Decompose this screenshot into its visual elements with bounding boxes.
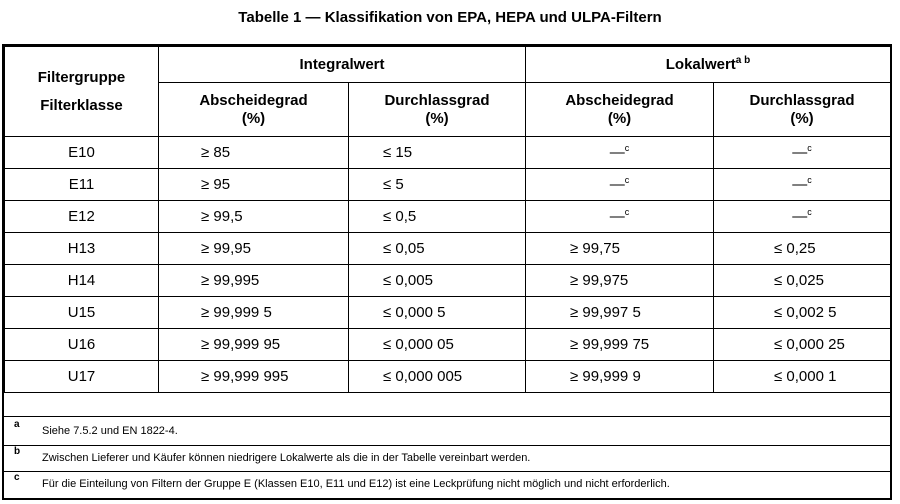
cell-integral-durchlassgrad-value: ≤ 0,05 (383, 240, 425, 257)
cell-integral-durchlassgrad (349, 297, 526, 329)
cell-filter-class-value: E12 (68, 208, 95, 225)
header-lokalwert (526, 47, 891, 83)
header-lokalwert-footnote: a b (735, 54, 751, 66)
cell-integral-abscheidegrad-value: ≥ 99,5 (201, 208, 243, 225)
cell-integral-abscheidegrad (159, 201, 349, 233)
cell-integral-durchlassgrad (349, 137, 526, 169)
cell-integral-abscheidegrad (159, 265, 349, 297)
cell-integral-durchlassgrad (349, 169, 526, 201)
cell-filter-class-value: H14 (67, 272, 96, 289)
cell-local-durchlassgrad-value: — (792, 144, 808, 161)
header-unit: (%) (607, 109, 632, 127)
cell-local-abscheidegrad-value: ≥ 99,999 75 (570, 336, 650, 353)
cell-local-durchlassgrad (714, 265, 891, 297)
cell-local-durchlassgrad-value: ≤ 0,000 1 (774, 368, 837, 385)
cell-local-durchlassgrad (714, 361, 891, 393)
header-lokalwert-label: Lokalwert (665, 55, 736, 73)
header-label: Abscheidegrad (199, 91, 308, 109)
footnote-text: Für die Einteilung von Filtern der Gruppe E (Klassen E10, E11 und E12) ist eine Leckprüfung nicht möglich und nicht erforderlich. (42, 478, 670, 490)
header-unit: (%) (425, 109, 449, 127)
cell-filter-class (5, 297, 159, 329)
header-label: Durchlassgrad (749, 91, 855, 109)
header-integralwert: Integralwert (159, 47, 526, 83)
cell-integral-abscheidegrad (159, 169, 349, 201)
cell-integral-durchlassgrad (349, 265, 526, 297)
cell-local-abscheidegrad (526, 233, 714, 265)
cell-integral-abscheidegrad-value: ≥ 85 (201, 144, 231, 161)
footnote-b (4, 445, 890, 470)
table-row (5, 233, 891, 265)
classification-table (4, 46, 891, 393)
cell-integral-abscheidegrad (159, 297, 349, 329)
header-unit: (%) (790, 109, 814, 127)
footnote-text: Zwischen Lieferer und Käufer können niedrigere Lokalwerte als die in der Tabelle vereinbart werden. (42, 452, 531, 464)
table-row (5, 169, 891, 201)
header-label: Durchlassgrad (384, 91, 490, 109)
cell-integral-abscheidegrad-value: ≥ 99,999 5 (201, 304, 272, 321)
footnote-a (4, 419, 890, 443)
header-lokal-abscheidegrad (526, 83, 714, 137)
footnote-marker: c (624, 143, 630, 153)
table-title: Tabelle 1 — Klassifikation von EPA, HEPA und ULPA-Filtern (238, 9, 662, 26)
cell-local-abscheidegrad-value: — (609, 176, 625, 193)
header-unit: (%) (241, 109, 266, 127)
cell-integral-abscheidegrad (159, 361, 349, 393)
table-row (5, 265, 891, 297)
footnote-marker: c (807, 143, 812, 153)
cell-local-abscheidegrad (526, 137, 714, 169)
header-lokal-durchlassgrad (714, 83, 891, 137)
cell-local-durchlassgrad (714, 233, 891, 265)
cell-local-durchlassgrad-value: — (792, 208, 808, 225)
cell-local-durchlassgrad-value: ≤ 0,002 5 (774, 304, 837, 321)
cell-integral-durchlassgrad (349, 201, 526, 233)
cell-integral-durchlassgrad-value: ≤ 15 (383, 144, 413, 161)
footnote-mark: a (14, 419, 20, 430)
cell-local-abscheidegrad (526, 265, 714, 297)
cell-local-durchlassgrad (714, 169, 891, 201)
cell-local-durchlassgrad-value: ≤ 0,000 25 (774, 336, 845, 353)
cell-filter-class-value: U15 (67, 304, 96, 321)
cell-local-abscheidegrad (526, 361, 714, 393)
table-body (5, 137, 891, 393)
cell-integral-abscheidegrad-value: ≥ 99,95 (201, 240, 251, 257)
cell-integral-durchlassgrad-value: ≤ 0,5 (383, 208, 417, 225)
cell-integral-durchlassgrad (349, 233, 526, 265)
cell-filter-class (5, 201, 159, 233)
cell-local-abscheidegrad (526, 297, 714, 329)
cell-local-abscheidegrad-value: ≥ 99,997 5 (570, 304, 641, 321)
cell-filter-class-value: E10 (68, 144, 95, 161)
footnotes (4, 416, 890, 498)
cell-local-durchlassgrad (714, 329, 891, 361)
cell-filter-class (5, 361, 159, 393)
table-row (5, 201, 891, 233)
cell-integral-abscheidegrad-value: ≥ 99,999 995 (201, 368, 289, 385)
cell-integral-abscheidegrad-value: ≥ 99,995 (201, 272, 260, 289)
cell-integral-abscheidegrad-value: ≥ 95 (201, 176, 231, 193)
cell-filter-class-value: E11 (68, 176, 95, 193)
header-filterklasse: Filterklasse (40, 96, 123, 114)
cell-local-durchlassgrad-value: ≤ 0,25 (774, 240, 816, 257)
cell-integral-durchlassgrad-value: ≤ 0,000 005 (383, 368, 463, 385)
cell-integral-abscheidegrad (159, 233, 349, 265)
cell-integral-abscheidegrad-value: ≥ 99,999 95 (201, 336, 281, 353)
footnote-marker: c (624, 207, 630, 217)
cell-filter-class (5, 169, 159, 201)
cell-integral-abscheidegrad (159, 329, 349, 361)
cell-filter-class-value: U16 (67, 336, 96, 353)
cell-local-durchlassgrad-value: ≤ 0,025 (774, 272, 824, 289)
cell-filter-class (5, 137, 159, 169)
header-label: Abscheidegrad (565, 91, 674, 109)
cell-local-abscheidegrad (526, 329, 714, 361)
footnote-text: Siehe 7.5.2 und EN 1822-4. (42, 425, 178, 437)
header-filtergruppe: Filtergruppe (37, 68, 126, 86)
footnote-c (4, 471, 890, 496)
cell-local-abscheidegrad (526, 201, 714, 233)
footnote-mark: c (14, 472, 20, 483)
cell-integral-durchlassgrad (349, 361, 526, 393)
cell-filter-class (5, 329, 159, 361)
table-row (5, 297, 891, 329)
header-filter-group (5, 47, 159, 137)
cell-local-abscheidegrad-value: ≥ 99,75 (570, 240, 620, 257)
table-row (5, 329, 891, 361)
footnote-marker: c (624, 175, 630, 185)
cell-local-abscheidegrad-value: ≥ 99,999 9 (570, 368, 641, 385)
cell-local-abscheidegrad-value: ≥ 99,975 (570, 272, 629, 289)
cell-filter-class-value: H13 (67, 240, 96, 257)
cell-local-durchlassgrad (714, 297, 891, 329)
cell-integral-durchlassgrad-value: ≤ 0,005 (383, 272, 433, 289)
table-row (5, 361, 891, 393)
cell-integral-abscheidegrad (159, 137, 349, 169)
cell-local-abscheidegrad-value: — (609, 144, 625, 161)
cell-local-durchlassgrad (714, 201, 891, 233)
cell-local-durchlassgrad-value: — (792, 176, 808, 193)
cell-filter-class (5, 265, 159, 297)
footnote-marker: c (807, 175, 812, 185)
header-integral-abscheidegrad (159, 83, 349, 137)
cell-filter-class (5, 233, 159, 265)
cell-local-abscheidegrad (526, 169, 714, 201)
cell-integral-durchlassgrad-value: ≤ 0,000 05 (383, 336, 454, 353)
classification-table-frame (2, 44, 892, 500)
cell-integral-durchlassgrad-value: ≤ 0,000 5 (383, 304, 446, 321)
cell-integral-durchlassgrad-value: ≤ 5 (383, 176, 404, 193)
cell-filter-class-value: U17 (67, 368, 96, 385)
footnote-marker: c (807, 207, 812, 217)
footnote-mark: b (14, 446, 21, 457)
table-row (5, 137, 891, 169)
header-integral-durchlassgrad (349, 83, 526, 137)
cell-integral-durchlassgrad (349, 329, 526, 361)
cell-local-durchlassgrad (714, 137, 891, 169)
cell-local-abscheidegrad-value: — (609, 208, 625, 225)
